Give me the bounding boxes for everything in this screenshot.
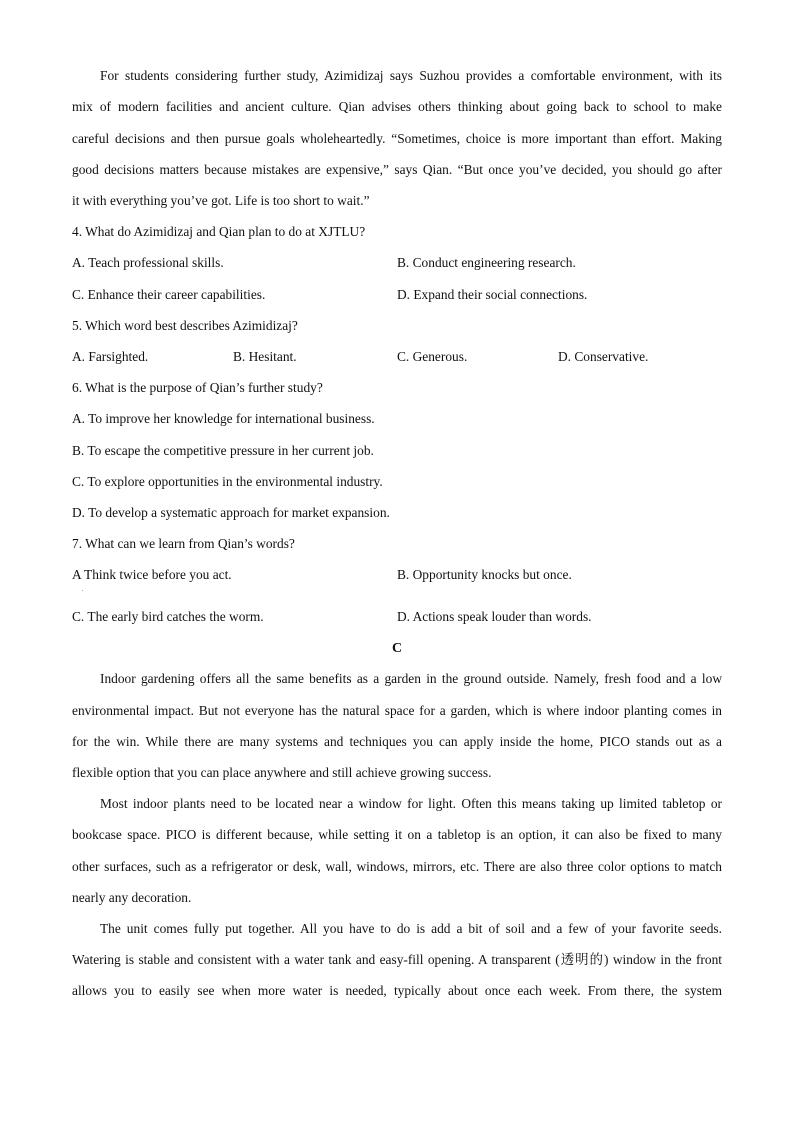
q4-option-c: C. Enhance their career capabilities. bbox=[72, 287, 266, 302]
q7-option-a: A Think twice before you act. bbox=[72, 567, 232, 582]
paragraph-line: other surfaces, such as a refrigerator or desk, wall, windows, mirrors, etc. There are also three color options to match bbox=[72, 859, 722, 874]
paragraph-line: allows you to easily see when more water is needed, typically about once each week. From there, the system bbox=[72, 983, 722, 998]
passage-line: careful decisions and then pursue goals wholeheartedly. “Sometimes, choice is more important than effort. Making bbox=[72, 131, 722, 146]
q4-option-a: A. Teach professional skills. bbox=[72, 255, 224, 270]
paragraph-line: Most indoor plants need to be located near a window for light. Often this means taking up limited tabletop or bbox=[100, 796, 722, 811]
paragraph-line: Indoor gardening offers all the same benefits as a garden in the ground outside. Namely, fresh food and a low bbox=[100, 671, 722, 686]
paragraph-line: Watering is stable and consistent with a water tank and easy-fill opening. A transparent (透明的) window in the front bbox=[72, 952, 722, 967]
passage-line: mix of modern facilities and ancient culture. Qian advises others thinking about going back to school to make bbox=[72, 99, 722, 114]
q6-option-b: B. To escape the competitive pressure in her current job. bbox=[72, 443, 374, 458]
q5-option-b: B. Hesitant. bbox=[233, 349, 297, 364]
q4-option-d: D. Expand their social connections. bbox=[397, 287, 588, 302]
paragraph-line: bookcase space. PICO is different because, while setting it on a tabletop is an option, it can also be fixed to many bbox=[72, 827, 722, 842]
paragraph-line: nearly any decoration. bbox=[72, 890, 192, 905]
q6-option-a: A. To improve her knowledge for international business. bbox=[72, 411, 375, 426]
q4-option-b: B. Conduct engineering research. bbox=[397, 255, 576, 270]
q6-option-d: D. To develop a systematic approach for market expansion. bbox=[72, 505, 390, 520]
question-6-stem: 6. What is the purpose of Qian’s further study? bbox=[72, 380, 323, 395]
q6-option-c: C. To explore opportunities in the environmental industry. bbox=[72, 474, 383, 489]
q7-option-b: B. Opportunity knocks but once. bbox=[397, 567, 572, 582]
paragraph-line: flexible option that you can place anywhere and still achieve growing success. bbox=[72, 765, 492, 780]
question-4-stem: 4. What do Azimidizaj and Qian plan to do at XJTLU? bbox=[72, 224, 366, 239]
question-7-stem: 7. What can we learn from Qian’s words? bbox=[72, 536, 295, 551]
q5-option-d: D. Conservative. bbox=[558, 349, 649, 364]
paragraph-line: The unit comes fully put together. All you have to do is add a bit of soil and a few of your favorite seeds. bbox=[100, 921, 722, 936]
passage-line: good decisions matters because mistakes are expensive,” says Qian. “But once you’ve decided, you should go after bbox=[72, 162, 722, 177]
question-5-stem: 5. Which word best describes Azimidizaj? bbox=[72, 318, 298, 333]
q7-option-c: C. The early bird catches the worm. bbox=[72, 609, 264, 624]
paragraph-line: environmental impact. But not everyone has the natural space for a garden, which is where indoor planting comes in bbox=[72, 703, 722, 718]
passage-line: For students considering further study, Azimidizaj says Suzhou provides a comfortable environment, with its bbox=[100, 68, 722, 83]
q7-option-d: D. Actions speak louder than words. bbox=[397, 609, 592, 624]
section-heading: C bbox=[391, 641, 403, 656]
q5-option-a: A. Farsighted. bbox=[72, 349, 149, 364]
stray-dot: . bbox=[82, 587, 84, 593]
q5-option-c: C. Generous. bbox=[397, 349, 468, 364]
paragraph-line: for the win. While there are many systems and techniques you can apply inside the home, PICO stands out as a bbox=[72, 734, 722, 749]
passage-line: it with everything you’ve got. Life is too short to wait.” bbox=[72, 193, 370, 208]
